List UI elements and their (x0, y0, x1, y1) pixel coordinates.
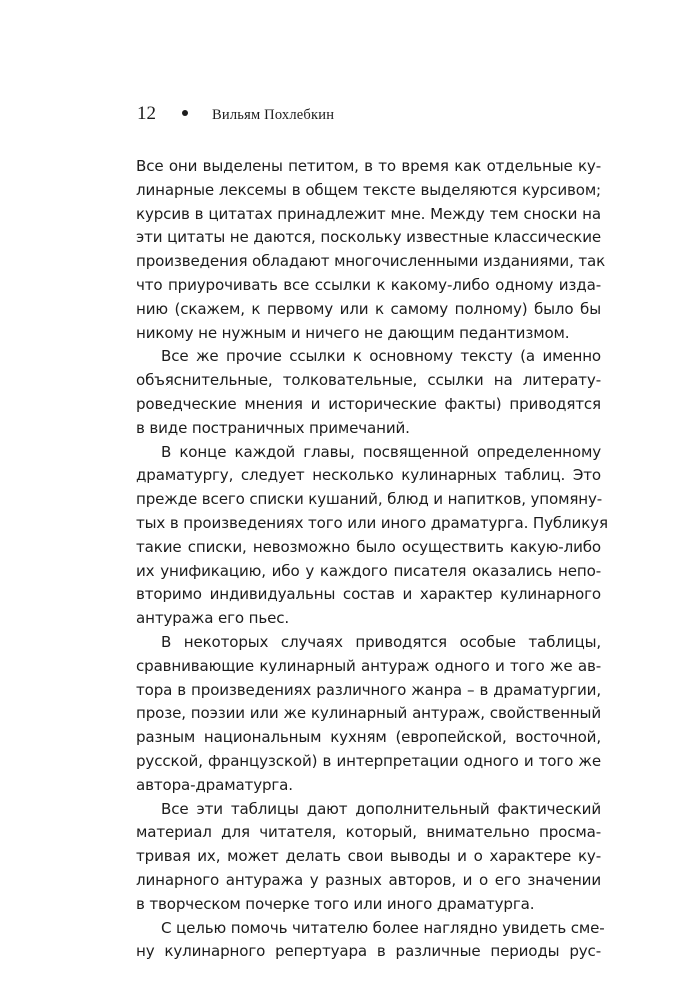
text-line: в творческом почерке того или иного драматурга. (136, 894, 535, 913)
body-text (136, 155, 608, 964)
text-line: прежде всего списки кушаний, блюд и напитков, упомяну- (136, 490, 603, 509)
text-line: антуража его пьес. (136, 609, 290, 628)
text-line: что приурочивать все ссылки к какому-либо одному изда- (136, 275, 601, 294)
text-line: линарные лексемы в общем тексте выделяются курсивом; (136, 180, 601, 199)
page-header (137, 103, 334, 125)
text-line: Все же прочие ссылки к основному тексту (а именно (161, 347, 601, 366)
bullet-separator-icon (182, 110, 188, 116)
text-line: в виде постраничных примечаний. (136, 418, 410, 437)
text-line: их унификацию, ибо у каждого писателя оказались непо- (136, 561, 601, 580)
text-line: линарного антуража у разных авторов, и о его значении (136, 870, 601, 889)
text-line: тора в произведениях различного жанра – в драматургии, (136, 680, 601, 699)
text-line: прозе, поэзии или же кулинарный антураж, свойственный (136, 704, 601, 723)
text-line: произведения обладают многочисленными изданиями, так (136, 252, 606, 271)
text-line: В некоторых случаях приводятся особые таблицы, (161, 632, 601, 651)
paragraph (136, 441, 608, 631)
paragraph (136, 155, 606, 345)
paragraph (136, 798, 601, 917)
text-line: нию (скажем, к первому или к самому полному) было бы (136, 299, 601, 318)
text-line: автора-драматурга. (136, 775, 293, 794)
paragraph (136, 345, 601, 440)
text-line: Все они выделены петитом, в то время как отдельные ку- (136, 157, 601, 175)
text-line: русской, французской) в интерпретации одного и того же (136, 751, 601, 770)
text-line: материал для читателя, который, внимательно просма- (136, 823, 601, 842)
paragraph (136, 631, 601, 798)
text-line: такие списки, невозможно было осуществить какую-либо (136, 537, 601, 556)
text-line: эти цитаты не даются, поскольку известные классические (136, 228, 601, 247)
text-line: объяснительные, толковательные, ссылки на литерату- (136, 371, 601, 390)
paragraph (136, 917, 605, 965)
text-line: Все эти таблицы дают дополнительный фактический (161, 799, 601, 818)
text-line: разным национальным кухням (европейской, восточной, (136, 728, 601, 747)
text-line: никому не нужным и ничего не дающим педантизмом. (136, 323, 570, 342)
text-line: драматургу, следует несколько кулинарных таблиц. Это (136, 466, 601, 485)
text-line: тых в произведениях того или иного драматурга. Публикуя (136, 513, 608, 532)
text-line: курсив в цитатах принадлежит мне. Между тем сноски на (136, 204, 601, 223)
text-line: В конце каждой главы, посвященной определенному (161, 442, 601, 461)
text-line: ну кулинарного репертуара в различные периоды рус- (136, 942, 601, 961)
text-line: тривая их, может делать свои выводы и о характере ку- (136, 847, 601, 866)
text-line: вторимо индивидуальны состав и характер кулинарного (136, 585, 601, 604)
page-number: 12 (137, 103, 156, 124)
text-line: сравнивающие кулинарный антураж одного и того же ав- (136, 656, 601, 675)
text-line: С целью помочь читателю более наглядно увидеть сме- (161, 918, 605, 937)
running-head-author: Вильям Похлебкин (212, 107, 335, 123)
text-line: роведческие мнения и исторические факты) приводятся (136, 394, 601, 413)
